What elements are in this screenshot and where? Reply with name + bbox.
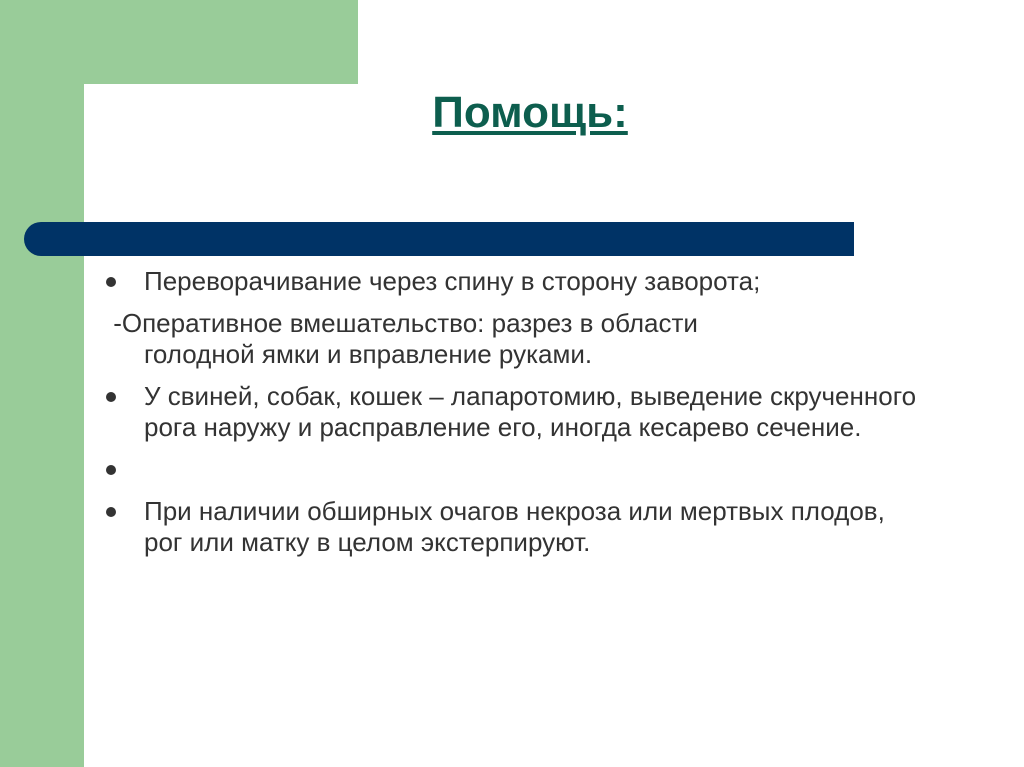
bullet-icon [106,507,116,517]
list-item [106,496,926,558]
list-item-text: -Оперативное вмешательство: разрез в области [106,308,698,338]
decorative-rounded-corner [84,84,204,204]
decorative-green-sidebar [0,0,84,767]
list-item [106,381,926,443]
list-item [106,308,926,370]
bullet-icon [106,392,116,402]
list-item-empty [106,454,926,485]
bullet-icon [106,465,116,475]
list-item-text: У свиней, собак, кошек – лапаротомию, выведение скрученного рога наружу и расправление его, иногда кесарево сечение. [144,381,917,442]
slide-title: Помощь: [432,88,628,137]
list-item-text-continuation: голодной ямки и вправление руками. [144,339,593,369]
list-item [106,266,926,297]
slide-content [106,266,926,569]
bullet-icon [106,277,116,287]
decorative-green-top-block [84,0,358,84]
title-divider-bar [24,222,854,256]
list-item-text: При наличии обширных очагов некроза или мертвых плодов, рог или матку в целом экстерпируют. [144,496,885,557]
list-item-text: Переворачивание через спину в сторону заворота; [144,266,761,296]
